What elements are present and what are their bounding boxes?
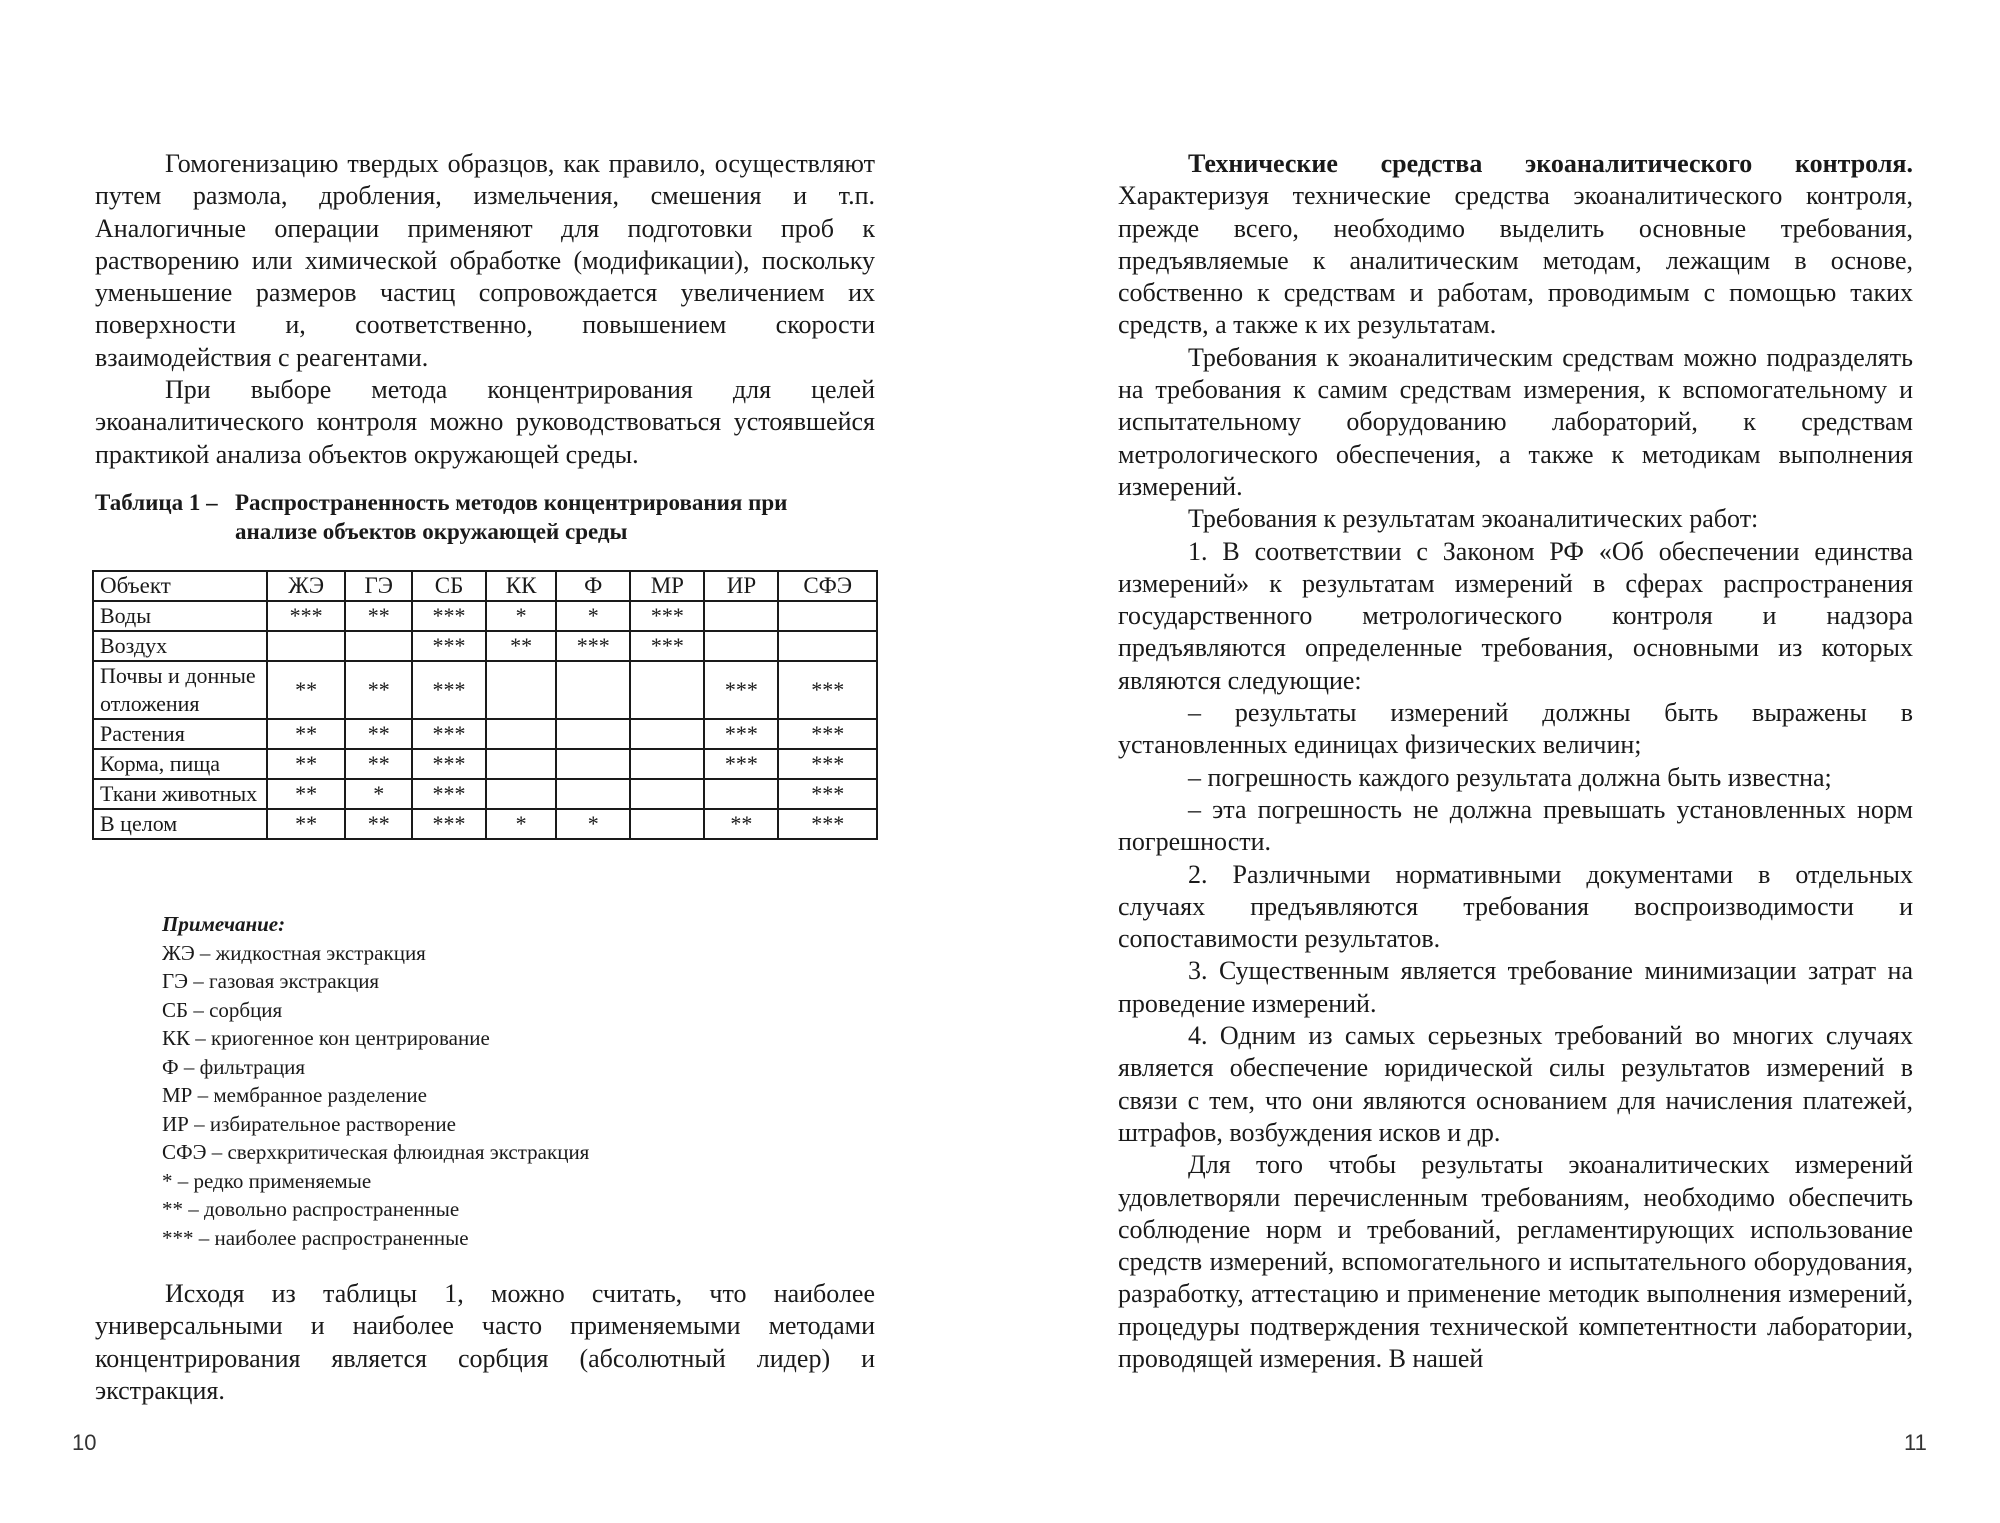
header-cell: КК: [486, 571, 556, 601]
heading-continuation: Характеризуя технические средства экоаналитического контроля, прежде всего, необходимо выделить основные требования, предъявляемые к аналитическим методам, лежащим в основе, собственно к средствам и работам, проводимым с помощью таких средств, а также к их результатам.: [1118, 181, 1913, 340]
paragraph: Требования к результатам экоаналитических работ:: [1188, 504, 1759, 534]
right-page: [1000, 0, 2000, 1523]
concentration-methods-table: [92, 570, 878, 840]
frequency-cell: ***: [704, 719, 778, 749]
frequency-cell: [630, 779, 704, 809]
frequency-cell: *: [556, 601, 630, 631]
frequency-cell: ***: [412, 809, 486, 839]
page-number: 11: [1904, 1430, 1927, 1455]
paragraph: При выборе метода концентрирования для целей экоаналитического контроля можно руководствоваться устоявшейся практикой анализа объектов окружающей среды.: [95, 375, 875, 469]
frequency-cell: **: [345, 661, 412, 719]
list-item: – погрешность каждого результата должна быть известна;: [1188, 762, 1832, 792]
frequency-cell: [556, 779, 630, 809]
table-note: [162, 910, 589, 1252]
frequency-cell: [486, 779, 556, 809]
frequency-cell: **: [345, 719, 412, 749]
frequency-cell: **: [704, 809, 778, 839]
table-row: [93, 779, 877, 809]
frequency-cell: [630, 809, 704, 839]
frequency-cell: ***: [778, 749, 877, 779]
note-item: Ф – фильтрация: [162, 1054, 306, 1079]
frequency-cell: *: [486, 601, 556, 631]
frequency-cell: [267, 631, 345, 661]
frequency-cell: ***: [267, 601, 345, 631]
note-item: *** – наиболее распространенные: [162, 1225, 469, 1250]
paragraph: Для того чтобы результаты экоаналитических измерений удовлетворяли перечисленным требованиям, необходимо обеспечить соблюдение норм и требований, регламентирующих использование средств измерений, вспомогательного и испытательного оборудования, разработку, аттестацию и применение методик выполнения измерений, процедуры подтверждения технической компетентности лаборатории, проводящей измерения. В нашей: [1118, 1150, 1913, 1373]
left-intro-text: [95, 148, 875, 471]
note-item: МР – мембранное разделение: [162, 1083, 427, 1107]
frequency-cell: ***: [412, 749, 486, 779]
right-text: [1118, 148, 1913, 1375]
object-cell: Ткани животных: [93, 779, 267, 809]
frequency-cell: ***: [778, 719, 877, 749]
section-heading: Технические средства экоаналитического контроля.: [1188, 149, 1913, 178]
list-item: – результаты измерений должны быть выражены в установленных единицах физических величин;: [1118, 698, 1913, 760]
paragraph: 1. В соответствии с Законом РФ «Об обеспечении единства измерений» к результатам измерений в сферах распространения государственного метрологического контроля и надзора предъявляются определенные требования, основными из которых являются следующие:: [1118, 536, 1913, 695]
table-caption: [95, 488, 875, 546]
frequency-cell: [630, 719, 704, 749]
object-cell: Воздух: [93, 631, 267, 661]
frequency-cell: **: [267, 749, 345, 779]
object-cell: Корма, пища: [93, 749, 267, 779]
frequency-cell: ***: [412, 661, 486, 719]
table-row: [93, 661, 877, 719]
header-cell: ИР: [704, 571, 778, 601]
frequency-cell: **: [345, 809, 412, 839]
header-cell: ЖЭ: [267, 571, 345, 601]
note-item: ГЭ – газовая экстракция: [162, 969, 380, 993]
frequency-cell: ***: [778, 809, 877, 839]
header-cell: СБ: [412, 571, 486, 601]
left-closing-text: [95, 1278, 875, 1407]
frequency-cell: ***: [412, 601, 486, 631]
note-item: СФЭ – сверхкритическая флюидная экстракция: [162, 1140, 590, 1164]
object-cell: Растения: [93, 719, 267, 749]
frequency-cell: ***: [778, 779, 877, 809]
frequency-cell: **: [345, 601, 412, 631]
table-row: [93, 719, 877, 749]
paragraph: 3. Существенным является требование минимизации затрат на проведение измерений.: [1118, 956, 1913, 1018]
frequency-cell: ***: [778, 661, 877, 719]
frequency-cell: [778, 601, 877, 631]
table-row: [93, 809, 877, 839]
frequency-cell: [486, 749, 556, 779]
object-cell: Воды: [93, 601, 267, 631]
object-cell: В целом: [93, 809, 267, 839]
header-cell: МР: [630, 571, 704, 601]
table-row: [93, 749, 877, 779]
frequency-cell: *: [345, 779, 412, 809]
frequency-cell: [704, 631, 778, 661]
paragraph: 2. Различными нормативными документами в отдельных случаях предъявляются требования воспроизводимости и сопоставимости результатов.: [1118, 859, 1913, 954]
paragraph: [1118, 148, 1913, 342]
frequency-cell: ***: [412, 631, 486, 661]
frequency-cell: ***: [704, 661, 778, 719]
frequency-cell: ***: [630, 631, 704, 661]
frequency-cell: ***: [556, 631, 630, 661]
note-item: КК – криогенное кон центрирование: [162, 1026, 490, 1050]
frequency-cell: ***: [630, 601, 704, 631]
frequency-cell: **: [345, 749, 412, 779]
frequency-cell: [556, 661, 630, 719]
frequency-cell: *: [556, 809, 630, 839]
frequency-cell: [556, 719, 630, 749]
header-cell: Ф: [556, 571, 630, 601]
paragraph: Исходя из таблицы 1, можно считать, что наиболее универсальными и наиболее часто применяемыми методами концентрирования является сорбция (абсолютный лидер) и экстракция.: [95, 1279, 875, 1405]
paragraph: 4. Одним из самых серьезных требований во многих случаях является обеспечение юридической силы результатов измерений в связи с тем, что они являются основанием для начисления платежей, штрафов, возбуждения исков и др.: [1118, 1021, 1913, 1147]
frequency-cell: **: [267, 719, 345, 749]
note-item: СБ – сорбция: [162, 997, 283, 1022]
frequency-cell: [556, 749, 630, 779]
note-item: ИР – избирательное растворение: [162, 1111, 456, 1136]
table-caption-text: Распространенность методов концентрирования при анализе объектов окружающей среды: [235, 490, 788, 544]
frequency-cell: [704, 601, 778, 631]
frequency-cell: [345, 631, 412, 661]
table-row: [93, 631, 877, 661]
frequency-cell: ***: [412, 779, 486, 809]
frequency-cell: **: [267, 809, 345, 839]
frequency-cell: [486, 719, 556, 749]
note-item: * – редко применяемые: [162, 1168, 372, 1193]
list-item: – эта погрешность не должна превышать установленных норм погрешности.: [1118, 794, 1913, 857]
frequency-cell: [778, 631, 877, 661]
frequency-cell: **: [267, 661, 345, 719]
note-title: Примечание:: [162, 912, 286, 936]
header-cell: Объект: [93, 571, 267, 601]
frequency-cell: ***: [704, 749, 778, 779]
frequency-cell: **: [267, 779, 345, 809]
header-cell: ГЭ: [345, 571, 412, 601]
frequency-cell: [704, 779, 778, 809]
table-caption-label: Таблица 1 –: [95, 490, 218, 515]
note-item: ** – довольно распространенные: [162, 1197, 460, 1221]
frequency-cell: [486, 661, 556, 719]
frequency-cell: [630, 749, 704, 779]
page-number: 10: [72, 1430, 97, 1455]
table-row: [93, 601, 877, 631]
table-body: [93, 601, 877, 839]
object-cell: Почвы и донные отложения: [93, 661, 267, 719]
paragraph: Гомогенизацию твердых образцов, как правило, осуществляют путем размола, дробления, измельчения, смешения и т.п. Аналогичные операции применяют для подготовки проб к растворению или химической обработке (модификации), поскольку уменьшение размеров частиц сопровождается увеличением их поверхности и, соответственно, повышением скорости взаимодействия с реагентами.: [95, 149, 875, 372]
note-item: ЖЭ – жидкостная экстракция: [162, 940, 426, 965]
frequency-cell: **: [486, 631, 556, 661]
paragraph: Требования к экоаналитическим средствам можно подразделять на требования к самим средствам измерения, к вспомогательному и испытательному оборудованию лабораторий, к средствам метрологического обеспечения, а также к методикам выполнения измерений.: [1118, 342, 1913, 501]
frequency-cell: *: [486, 809, 556, 839]
frequency-cell: ***: [412, 719, 486, 749]
frequency-cell: [630, 661, 704, 719]
header-cell: СФЭ: [778, 571, 877, 601]
table-header-row: [93, 571, 877, 601]
